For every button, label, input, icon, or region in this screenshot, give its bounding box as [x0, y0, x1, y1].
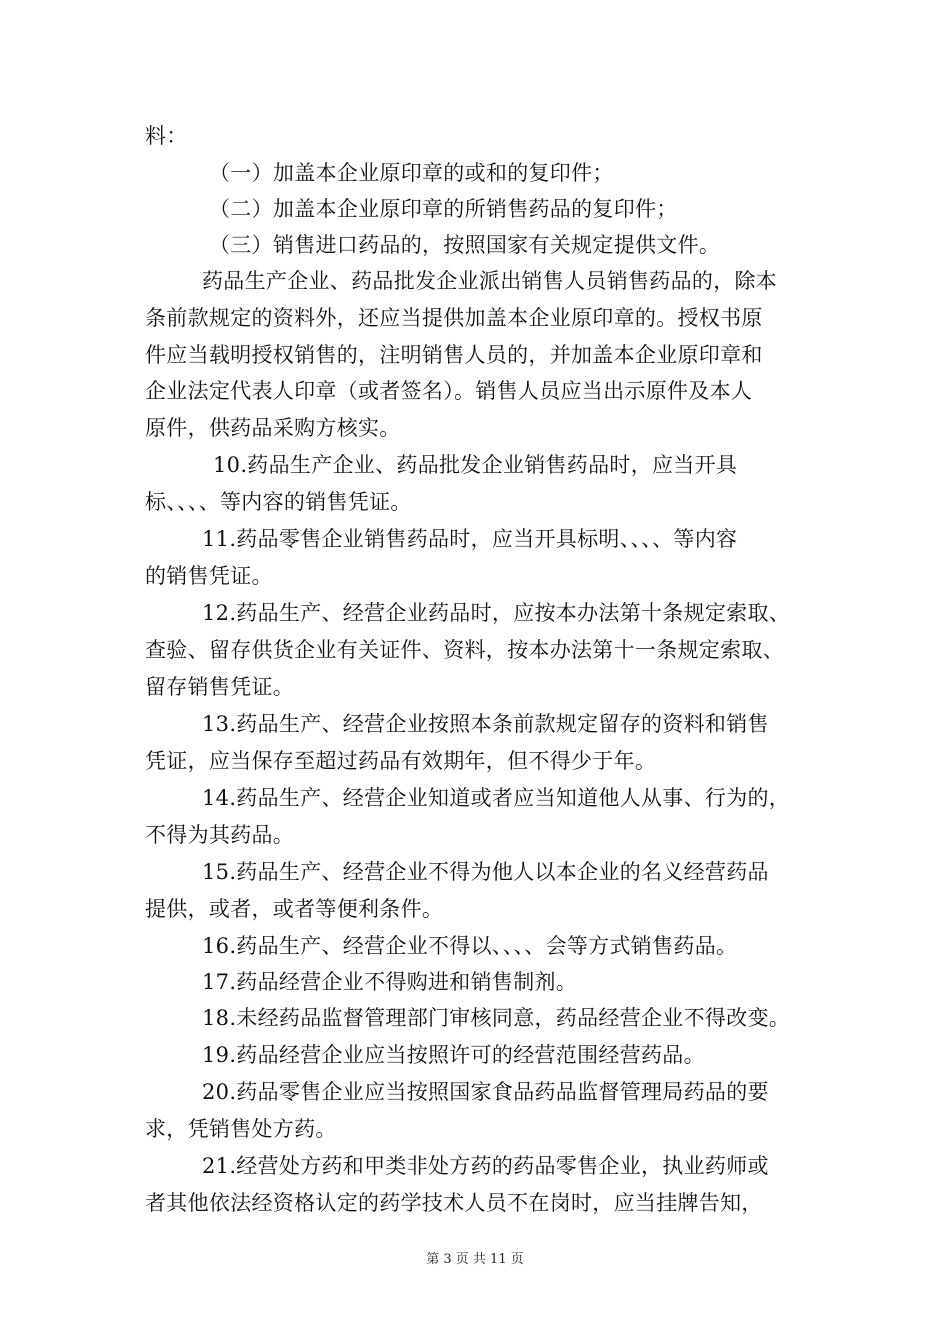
text-line: 提供，或者，或者等便利条件。 [145, 897, 444, 921]
text-line: 13.药品生产、经营企业按照本条前款规定留存的资料和销售 [202, 712, 769, 736]
page-footer [0, 1248, 950, 1267]
text-line: 求，凭销售处方药。 [145, 1117, 337, 1141]
text-line: 药品生产企业、药品批发企业派出销售人员销售药品的，除本 [202, 269, 778, 293]
text-line: 查验、留存供货企业有关证件、资料，按本办法第十一条规定索取、 [145, 638, 784, 662]
text-line: 不得为其药品。 [145, 823, 295, 847]
text-line: 标、、、、等内容的销售凭证。 [145, 490, 412, 514]
text-line: 料： [145, 124, 188, 148]
text-line: 15.药品生产、经营企业不得为他人以本企业的名义经营药品 [202, 860, 769, 884]
text-line: 14.药品生产、经营企业知道或者应当知道他人从事、行为的， [202, 786, 791, 810]
text-line: 12.药品生产、经营企业药品时，应按本办法第十条规定索取、 [202, 601, 791, 625]
text-line: 留存销售凭证。 [145, 675, 295, 699]
text-line: 的销售凭证。 [145, 564, 273, 588]
text-line: 18.未经药品监督管理部门审核同意，药品经营企业不得改变。 [202, 1006, 791, 1030]
page-number: 第 3 页 共 11 页 [426, 1252, 524, 1267]
text-line: （一）加盖本企业原印章的或和的复印件； [209, 161, 614, 185]
text-line: 条前款规定的资料外，还应当提供加盖本企业原印章的。授权书原 [145, 306, 763, 330]
text-line: 17.药品经营企业不得购进和销售制剂。 [202, 970, 578, 994]
text-line: 者其他依法经资格认定的药学技术人员不在岗时，应当挂牌告知， [145, 1191, 763, 1215]
text-line: 21.经营处方药和甲类非处方药的药品零售企业，执业药师或 [202, 1154, 769, 1178]
text-line: 原件，供药品采购方核实。 [145, 416, 401, 440]
text-line: 16.药品生产、经营企业不得以、、、、会等方式销售药品。 [202, 934, 738, 958]
text-line: （三）销售进口药品的，按照国家有关规定提供文件。 [209, 233, 721, 257]
text-line: 11.药品零售企业销售药品时，应当开具标明、、、、等内容 [202, 527, 738, 551]
text-line: 10.药品生产企业、药品批发企业销售药品时，应当开具 [213, 453, 738, 477]
text-line: 19.药品经营企业应当按照许可的经营范围经营药品。 [202, 1043, 705, 1067]
text-line: （二）加盖本企业原印章的所销售药品的复印件； [209, 197, 678, 221]
text-line: 件应当载明授权销售的，注明销售人员的，并加盖本企业原印章和 [145, 343, 763, 367]
text-line: 20.药品零售企业应当按照国家食品药品监督管理局药品的要 [202, 1080, 769, 1104]
text-line: 凭证，应当保存至超过药品有效期年，但不得少于年。 [145, 749, 657, 773]
text-line: 企业法定代表人印章（或者签名）。销售人员应当出示原件及本人 [145, 379, 753, 403]
